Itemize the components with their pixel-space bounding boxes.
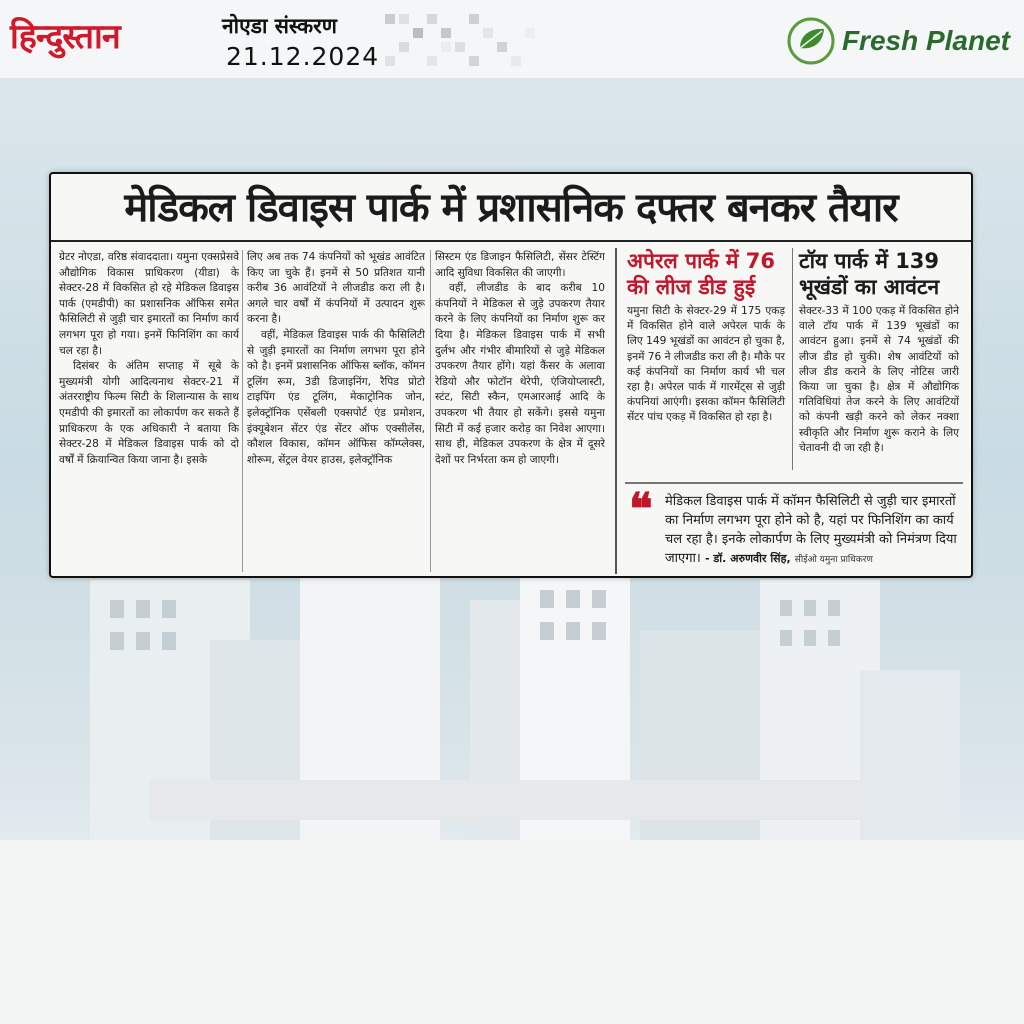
quote-body (665, 492, 963, 570)
toy-park-text: सेक्टर-33 में 100 एकड़ में विकसित होने वाले टॉय पार्क में 139 भूखंडों का आवंटन हुआ। इनमें से 74 भूखंडों की लीज डीड हो चुकी। शेष आवंटियों को लीज डीड कराने के लिए नोटिस जारी किया जा चुका है। क्षेत्र में औद्योगिक गतिविधियां तेज करने के लिए आवंटियों को कंपनी खड़ी करने को लेकर नक्शा स्वीकृति और निर्माण शुरू कराने के लिए चेतावनी दी जा रही है। (799, 305, 959, 454)
brand-name: Fresh Planet (841, 25, 1010, 56)
sidebar-box (615, 248, 969, 574)
quote-text: मेडिकल डिवाइस पार्क में कॉमन फैसिलिटी से जुड़ी चार इमारतों का निर्माण लगभग पूरा होने को है, यहां पर फिनिशिंग का कार्य चल रहा है। इनके लोकार्पण के लिए मुख्यमंत्री को निमंत्रण दिया जाएगा। (665, 494, 957, 566)
paragraph: दिसंबर के अंतिम सप्ताह में सूबे के मुख्यमंत्री योगी आदित्यनाथ सेक्टर-21 में अंतरराष्ट्रीय फिल्म सिटी के शिलान्यास के साथ एमडीपी की इमारतों का लोकार्पण कर सकते हैं प्राधिकरण के एक अधिकारी ने बताया कि सेक्टर-28 में मेडिकल डिवाइस पार्क को दो वर्षों में क्रियान्वित किया जाना है। इसके (59, 360, 239, 466)
paragraph: लिए अब तक 74 कंपनियों को भूखंड आवंटित किए जा चुके हैं। इनमें से 50 प्रतिशत यानी करीब 36 आवंटियों ने लीजडीड करा ली है। अगले चार वर्षों में कंपनियों में उत्पादन शुरू करना है। (247, 251, 425, 326)
article-column-2 (247, 250, 425, 572)
masthead-bar (0, 0, 1024, 78)
quote-author: - डॉ. अरुणवीर सिंह, (704, 552, 791, 565)
apparel-park-text: यमुना सिटी के सेक्टर-29 में 175 एकड़ में विकसित होने वाले अपेरल पार्क के लिए 149 भूखंडों का आवंटन हो चुका है, इनमें 76 ने लीजडीड करा ली है। मौके पर कई कंपनियों का निर्माण कार्य भी चल रहा है। अपेरल पार्क में गारमेंट्स से जुड़ी कंपनियां आएंगी। इसका कॉमन फैसिलिटी सेंटर पांच एकड़ में विकसित हो रहा है। (627, 305, 785, 424)
paragraph: सिस्टम एंड डिजाइन फैसिलिटी, सेंसर टेस्टिंग आदि सुविधा विकसित की जाएगी। (435, 251, 605, 279)
fresh-planet-brand (786, 10, 1010, 72)
edition-date: 21.12.2024 (226, 42, 380, 71)
leaf-logo-icon (786, 16, 836, 66)
quote-author-role: सीईओ यमुना प्राधिकरण (794, 555, 873, 565)
headline-rule (51, 240, 971, 242)
toy-park-story (799, 248, 959, 456)
column-divider (242, 250, 243, 572)
article-headline: मेडिकल डिवाइस पार्क में प्रशासनिक दफ्तर बनकर तैयार (124, 185, 898, 231)
ceo-quote (625, 482, 963, 570)
pixel-pattern-decoration (385, 10, 560, 72)
paragraph: वहीं, लीजडीड के बाद करीब 10 कंपनियों ने मेडिकल से जुड़े उपकरण तैयार करने के लिए कंपनियों का निर्माण शुरू कर दिया है। मेडिकल डिवाइस पार्क में सभी दुर्लभ और गंभीर बीमारियों से जुड़े मेडिकल उपकरण तैयार होंगे। यहां कैंसर के अलावा रेडियो और फोटॉन थेरेपी, एंजियोप्लास्टी, स्टंट, सिटी स्कैन, एमआरआई आदि के उपकरण भी तैयार हो सकेंगे। इससे यमुना सिटी में कई हजार करोड़ का निवेश आएगा। साथ ही, मेडिकल उपकरण के क्षेत्र में दूसरे देशों पर निर्भरता कम हो जाएगी। (435, 282, 605, 466)
column-divider (430, 250, 431, 572)
newspaper-logo: हिन्दुस्तान (10, 17, 120, 57)
article-column-1 (59, 250, 239, 572)
apparel-park-story (627, 248, 785, 426)
apparel-park-heading: अपेरल पार्क में 76 की लीज डीड हुई (627, 249, 776, 299)
quote-mark-icon: ❝ (629, 484, 653, 535)
toy-park-heading: टॉय पार्क में 139 भूखंडों का आवंटन (799, 249, 940, 299)
edition-label: नोएडा संस्करण (222, 14, 337, 38)
paragraph: ग्रेटर नोएडा, वरिष्ठ संवाददाता। यमुना एक्सप्रेसवे औद्योगिक विकास प्राधिकरण (यीडा) के सेक्टर-28 में विकसित हो रहे मेडिकल डिवाइस पार्क (एमडीपी) का प्रशासनिक ऑफिस समेत फैसिलिटी से जुड़ी चार इमारतों का निर्माण कार्य लगभग पूरा हो गया। इनमें फिनिशिंग का कार्य चल रहा है। (59, 251, 239, 357)
paragraph: वहीं, मेडिकल डिवाइस पार्क की फैसिलिटी से जुड़ी इमारतों का निर्माण लगभग पूरा होने को है। इनमें प्रशासनिक ऑफिस ब्लॉक, कॉमन टूलिंग रूम, 3डी डिजाइनिंग, रैपिड प्रोटो टाइपिंग एंड टूलिंग, मेकाट्रोनिक जोन, इलेक्ट्रॉनिक एसेंबली एक्सपोर्ट एंड प्रमोशन, इंक्यूबेशन सेंटर एंड सेंटर ऑफ एक्सीलेंस, कौशल विकास, कॉमन ऑफिस कॉम्प्लेक्स, शोरूम, सेंट्रल वेयर हाउस, इलेक्ट्रॉनिक (247, 328, 425, 466)
article-column-3 (435, 250, 605, 572)
sidebar-divider (792, 248, 793, 470)
city-skyline-background (0, 540, 1024, 1024)
news-clipping (49, 172, 973, 578)
